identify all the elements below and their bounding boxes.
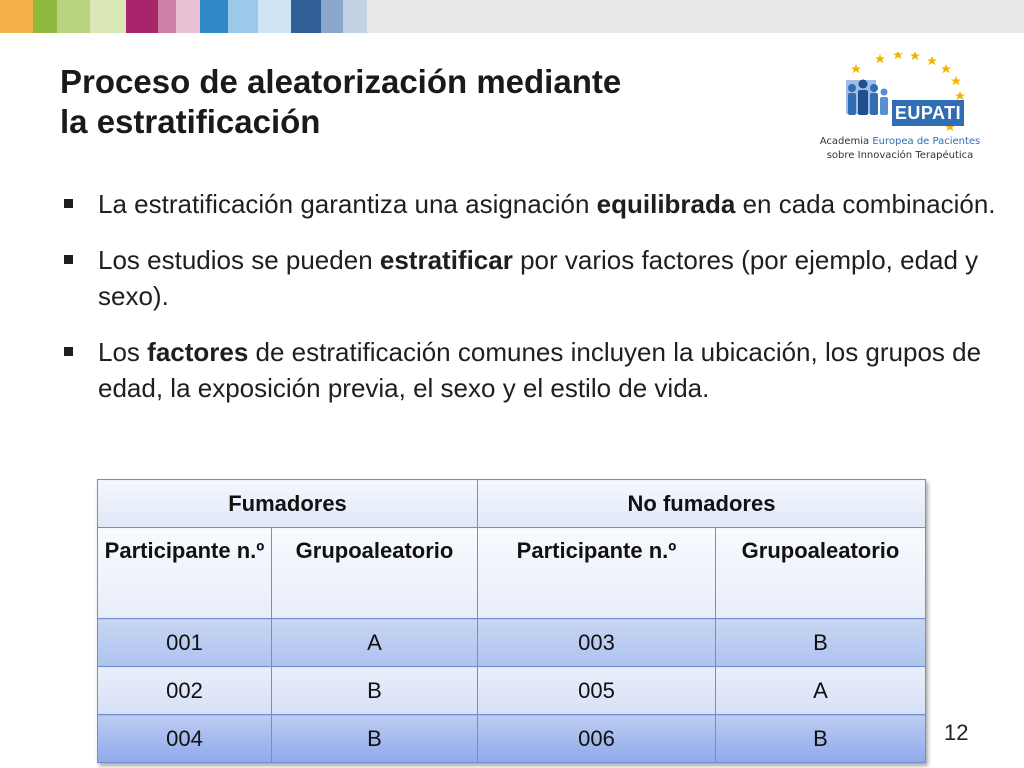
top-color-strip — [0, 0, 1024, 33]
strip-segment — [0, 0, 33, 33]
square-bullet-icon — [64, 347, 73, 356]
title-line-1: Proceso de aleatorización mediante — [60, 63, 622, 100]
table-cell: 003 — [478, 619, 716, 667]
caption-line-2: sobre Innovación Terapéutica — [826, 150, 974, 161]
strip-segment — [343, 0, 367, 33]
column-header: Grupoaleatorio — [272, 528, 478, 619]
group-header-non-smokers: No fumadores — [478, 480, 926, 528]
strip-segment — [291, 0, 321, 33]
table-cell: B — [272, 715, 478, 763]
strip-rest — [367, 0, 1024, 33]
slide-title — [60, 62, 780, 142]
table-cell: 005 — [478, 667, 716, 715]
bullet-text: Los estudios se pueden — [98, 245, 380, 275]
bullet-item — [62, 242, 1022, 314]
bullet-item — [62, 186, 1022, 222]
strip-segment — [90, 0, 126, 33]
strip-segment — [158, 0, 176, 33]
eupati-logo — [810, 52, 990, 168]
bullet-emphasis: factores — [147, 337, 249, 367]
table-cell: 002 — [98, 667, 272, 715]
table-cell: 001 — [98, 619, 272, 667]
table-cell: A — [716, 667, 926, 715]
strip-segment — [321, 0, 343, 33]
bullet-list — [62, 186, 1022, 426]
bullet-text: de estratificación comunes incluyen la ubicación, los grupos de edad, la exposición previa, el sexo y el estilo de vida. — [98, 337, 982, 403]
square-bullet-icon — [64, 199, 73, 208]
column-header: Participante n.º — [98, 528, 272, 619]
table-row — [98, 715, 926, 763]
table-row — [98, 619, 926, 667]
table-row — [98, 667, 926, 715]
page-number: 12 — [944, 720, 969, 745]
table-cell: 004 — [98, 715, 272, 763]
strip-segment — [33, 0, 57, 33]
table-cell: B — [716, 715, 926, 763]
table-cell: B — [272, 667, 478, 715]
strip-segment — [57, 0, 90, 33]
bullet-text: por varios factores (por ejemplo, edad y sexo). — [98, 245, 979, 311]
table-cell: A — [272, 619, 478, 667]
strip-segment — [126, 0, 158, 33]
bullet-item — [62, 334, 1022, 406]
strip-segment — [200, 0, 228, 33]
caption-highlight: Europea de Pacientes — [872, 136, 981, 147]
eupati-brand: EUPATI — [892, 100, 964, 126]
column-header: Grupoaleatorio — [716, 528, 926, 619]
logo-caption — [810, 135, 990, 163]
table-group-header-row — [98, 480, 926, 528]
group-header-smokers: Fumadores — [98, 480, 478, 528]
title-line-2: la estratificación — [60, 103, 321, 140]
table-cell: B — [716, 619, 926, 667]
stratification-table — [97, 479, 926, 763]
bullet-emphasis: equilibrada — [596, 189, 736, 219]
bullet-text: La estratificación garantiza una asignación — [98, 189, 597, 219]
strip-segment — [176, 0, 200, 33]
bullet-text: en cada combinación. — [735, 189, 996, 219]
strip-segment — [228, 0, 258, 33]
column-header: Participante n.º — [478, 528, 716, 619]
bullet-emphasis: estratificar — [379, 245, 513, 275]
bullet-text: Los — [98, 337, 148, 367]
square-bullet-icon — [64, 255, 73, 264]
strip-segment — [258, 0, 291, 33]
table-column-header-row — [98, 528, 926, 619]
caption-prefix: Academia — [819, 136, 873, 147]
table-cell: 006 — [478, 715, 716, 763]
